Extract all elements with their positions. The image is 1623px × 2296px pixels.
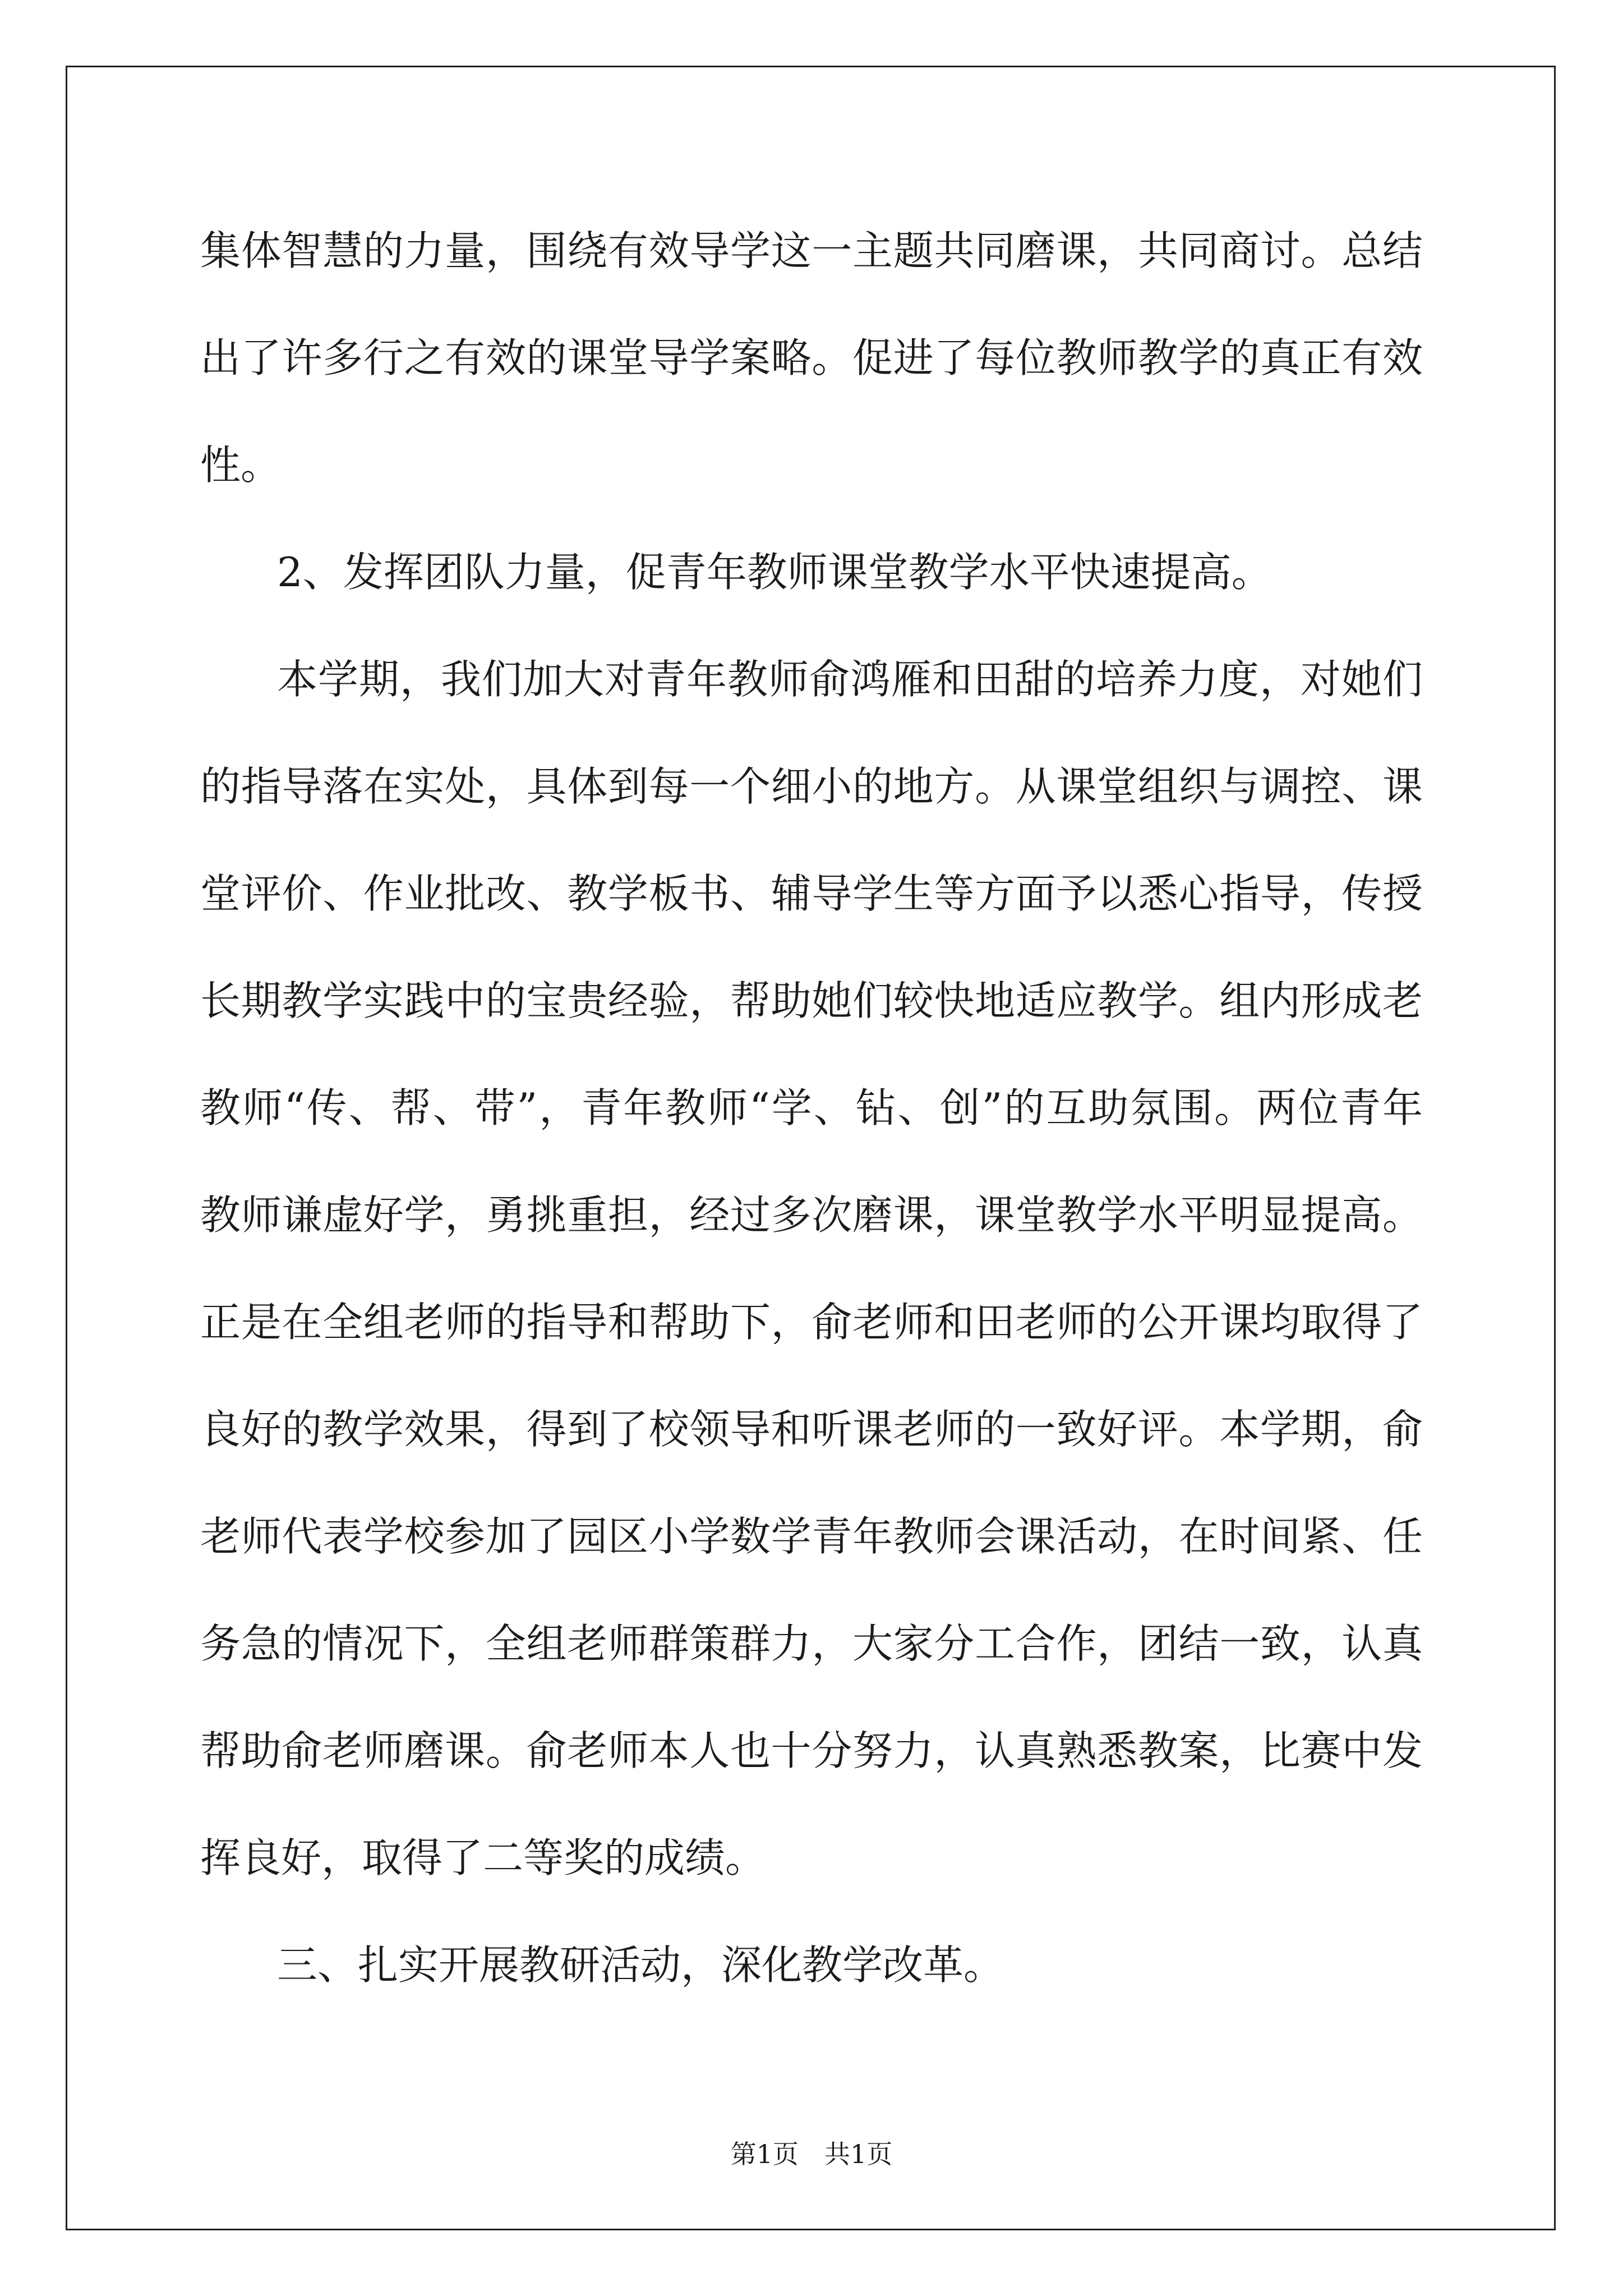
text-line: 的指导落在实处，具体到每一个细小的地方。从课堂组织与调控、课 bbox=[200, 763, 1423, 810]
text-line: 良好的教学效果，得到了校领导和听课老师的一致好评。本学期，俞 bbox=[200, 1406, 1423, 1453]
text-line: 出了许多行之有效的课堂导学案略。促进了每位教师教学的真正有效 bbox=[200, 334, 1423, 381]
text-line: 务急的情况下，全组老师群策群力，大家分工合作，团结一致，认真 bbox=[200, 1620, 1423, 1667]
section-heading: 三、扎实开展教研活动，深化教学改革。 bbox=[277, 1941, 1004, 1989]
text-line: 性。 bbox=[200, 441, 282, 489]
text-line: 正是在全组老师的指导和帮助下，俞老师和田老师的公开课均取得了 bbox=[200, 1299, 1423, 1346]
paragraph-first-line: 本学期，我们加大对青年教师俞鸿雁和田甜的培养力度，对她们 bbox=[277, 656, 1423, 703]
text-line: 挥良好，取得了二等奖的成绩。 bbox=[200, 1834, 766, 1881]
text-line: 教师谦虚好学，勇挑重担，经过多次磨课，课堂教学水平明显提高。 bbox=[200, 1191, 1423, 1239]
document-body bbox=[200, 197, 1423, 2019]
section-heading: 2、发挥团队力量，促青年教师课堂教学水平快速提高。 bbox=[277, 549, 1272, 596]
text-line: 堂评价、作业批改、教学板书、辅导学生等方面予以悉心指导，传授 bbox=[200, 870, 1423, 917]
text-line: 集体智慧的力量，围绕有效导学这一主题共同磨课，共同商讨。总结 bbox=[200, 227, 1423, 274]
text-line: 帮助俞老师磨课。俞老师本人也十分努力，认真熟悉教案，比赛中发 bbox=[200, 1727, 1423, 1774]
page-footer: 第1页 共1页 bbox=[730, 2139, 893, 2169]
text-line: 老师代表学校参加了园区小学数学青年教师会课活动，在时间紧、任 bbox=[200, 1513, 1423, 1560]
text-line: 长期教学实践中的宝贵经验，帮助她们较快地适应教学。组内形成老 bbox=[200, 977, 1423, 1024]
text-line: 教师“传、帮、带”，青年教师“学、钻、创”的互助氛围。两位青年 bbox=[200, 1084, 1423, 1131]
